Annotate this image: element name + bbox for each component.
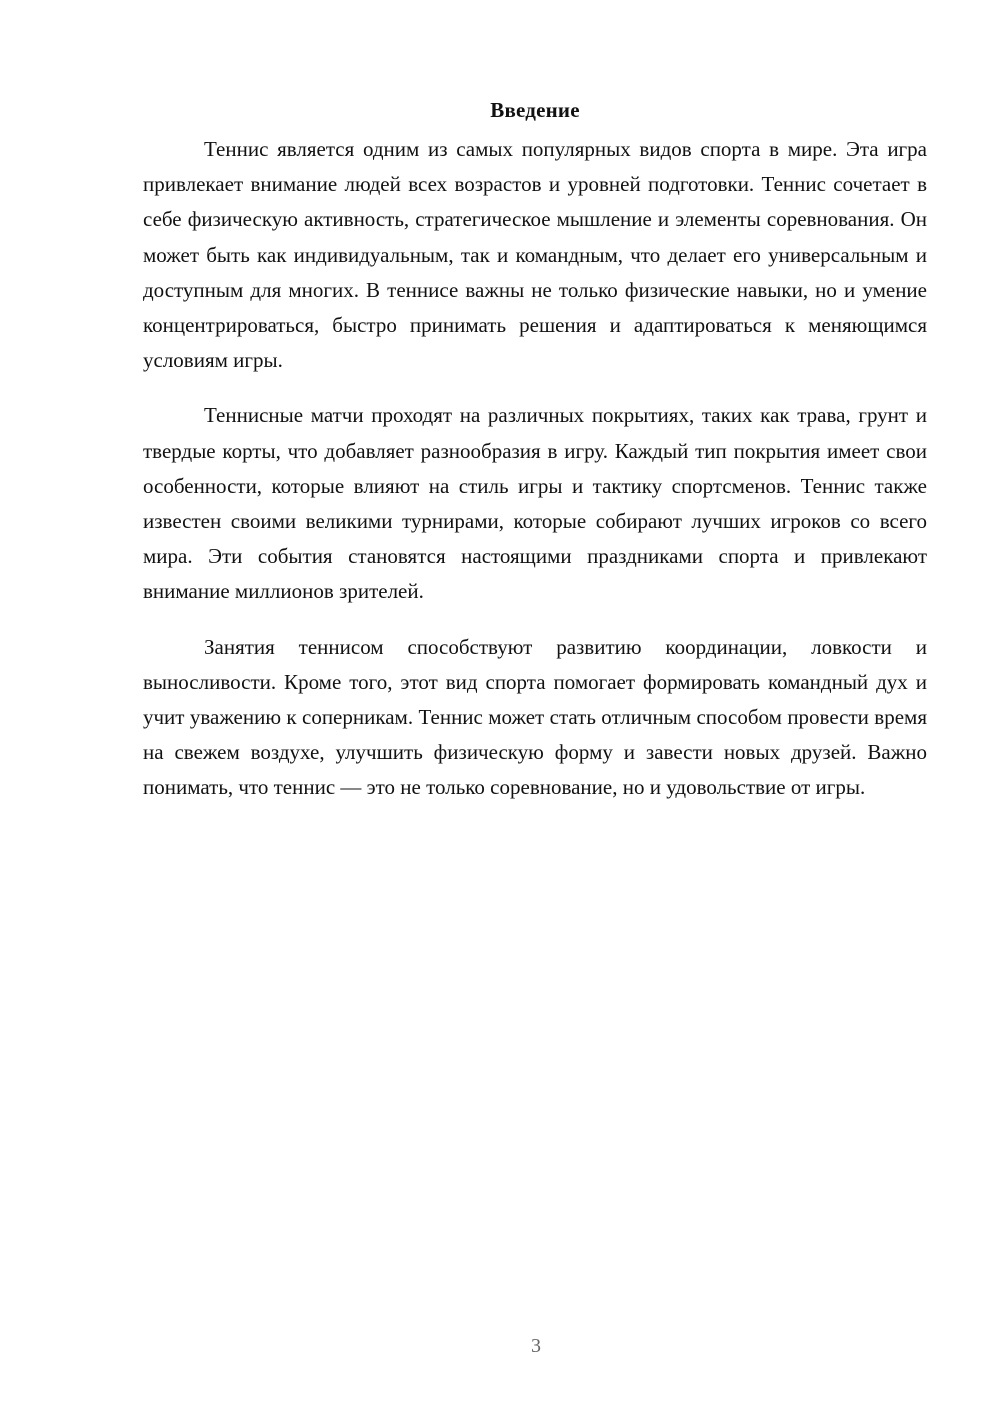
page-number: 3 [531, 1335, 541, 1357]
paragraph-intro: Теннис является одним из самых популярных видов спорта в мире. Эта игра привлекает внимание людей всех возрастов и уровней подготовки. Теннис сочетает в себе физическую активность, стратегическое мышление и элементы соревнования. Он может быть как индивидуальным, так и командным, что делает его универсальным и доступным для многих. В теннисе важны не только физические навыки, но и умение концентрироваться, быстро принимать решения и адаптироваться к меняющимся условиям игры. [143, 137, 927, 373]
paragraph-surfaces: Теннисные матчи проходят на различных покрытиях, таких как трава, грунт и твердые корты, что добавляет разнообразия в игру. Каждый тип покрытия имеет свои особенности, которые влияют на стиль игры и тактику спортсменов. Теннис также известен своими великими турнирами, которые собирают лучших игроков со всего мира. Эти события становятся настоящими праздниками спорта и привлекают внимание миллионов зрителей. [143, 403, 927, 604]
section-title: Введение [490, 98, 580, 122]
paragraph-benefits: Занятия теннисом способствуют развитию координации, ловкости и выносливости. Кроме того, этот вид спорта помогает формировать командный дух и учит уважению к соперникам. Теннис может стать отличным способом провести время на свежем воздухе, улучшить физическую форму и завести новых друзей. Важно понимать, что теннис — это не только соревнование, но и удовольствие от игры. [143, 634, 927, 800]
document-page [143, 95, 927, 806]
